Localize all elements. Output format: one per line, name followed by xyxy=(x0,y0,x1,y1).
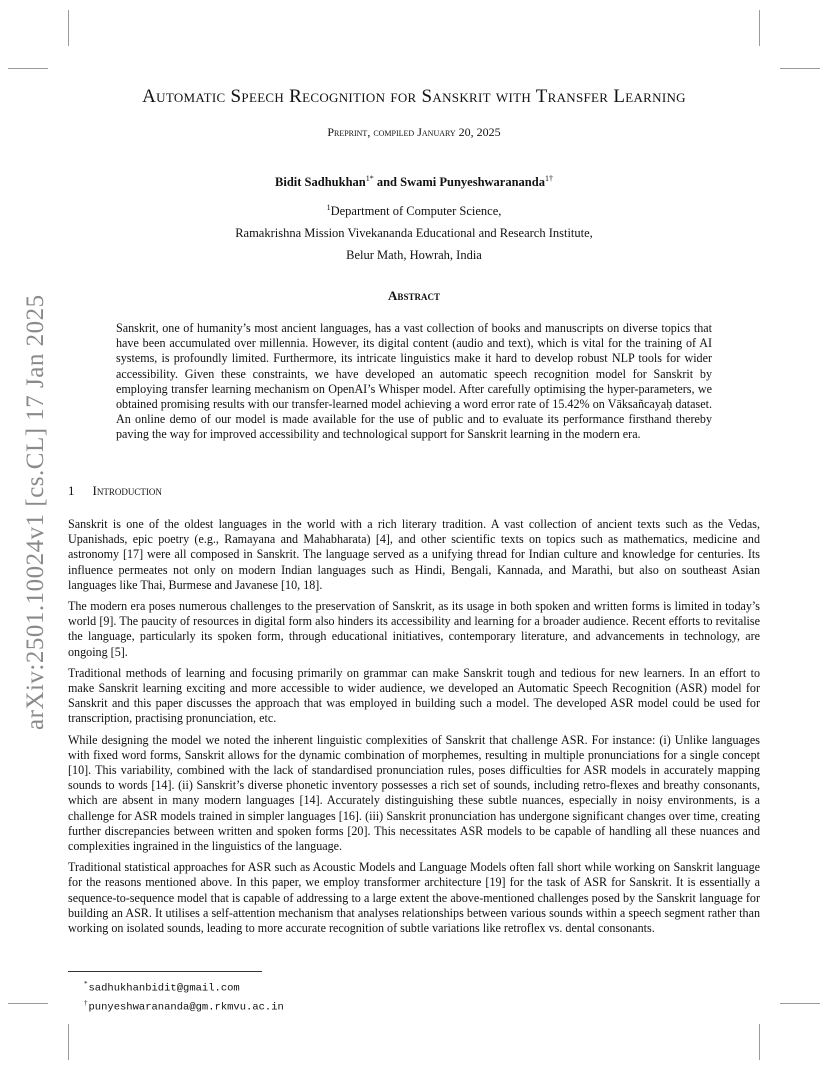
section-title: Introduction xyxy=(92,483,162,498)
footnote-rule xyxy=(68,971,262,972)
affiliation-institute: Ramakrishna Mission Vivekananda Educational and Research Institute, xyxy=(235,226,593,240)
footnote-email: sadhukhanbidit@gmail.com xyxy=(88,982,240,995)
crop-mark xyxy=(68,1024,69,1060)
footnotes xyxy=(84,977,284,1014)
section-body xyxy=(68,517,760,942)
body-paragraph: Traditional methods of learning and focusing primarily on grammar can make Sanskrit tough and tedious for new learners. In an effort to make Sanskrit learning exciting and more accessible to wider audience, we developed an Automatic Speech Recognition (ASR) model for Sanskrit and this paper discusses the approach that was employed in building such a model. The developed ASR model could be used for transcription, practising pronunciation, etc. xyxy=(68,665,760,726)
abstract-text: Sanskrit, one of humanity’s most ancient languages, has a vast collection of books and manuscripts on diverse topics that have been accumulated over millennia. However, its digital content (audio and text), which is vital for the training of AI systems, is profoundly limited. Furthermore, its intricate linguistics make it hard to develop robust NLP tools for wider accessibility. Given these constraints, we have developed an automatic speech recognition model for Sanskrit by employing transfer learning mechanism on OpenAI’s Whisper model. After carefully optimising the hyper-parameters, we obtained promising results with our transfer-learned model achieving a word error rate of 15.42% on Vāksañcayaḥ dataset. An online demo of our model is made available for the use of public and to evaluate its performance firsthand thereby paving the way for improved accessibility and technological support for Sanskrit learning in the modern era. xyxy=(116,321,712,442)
author-name: Swami Punyeshwarananda xyxy=(400,175,545,190)
body-paragraph: The modern era poses numerous challenges to the preservation of Sanskrit, as its usage in both spoken and written forms is limited in today’s world [9]. The paucity of resources in digital form also hinders its accessibility and learning for a broader audience. Recent efforts to revitalise the language, particularly its spoken form, through educational initiatives, contemporary literature, and advancements in technology, are ongoing [5]. xyxy=(68,599,760,659)
section-heading xyxy=(68,483,162,499)
crop-mark xyxy=(759,10,760,46)
author-name: Bidit Sadhukhan xyxy=(275,175,366,190)
crop-mark xyxy=(8,1003,48,1004)
crop-mark xyxy=(759,1024,760,1060)
footnote xyxy=(84,977,284,996)
footnote xyxy=(84,996,284,1015)
crop-mark xyxy=(780,1003,820,1004)
affiliation-marker: 1 xyxy=(326,203,331,212)
arxiv-identifier: arXiv:2501.10024v1 [cs.CL] 17 Jan 2025 xyxy=(22,294,49,730)
author-marks: 1* xyxy=(365,174,374,183)
footnote-mark: * xyxy=(84,980,88,988)
abstract-heading: Abstract xyxy=(388,288,440,303)
author-connector: and xyxy=(376,175,397,190)
body-paragraph: While designing the model we noted the inherent linguistic complexities of Sanskrit that challenge ASR. For instance: (i) Unlike languages with fixed word forms, Sanskrit allows for the dynamic combination of morphemes, resulting in multiple pronunciations for a single concept [10]. This variability, combined with the lack of standardised pronunciation rules, poses difficulties for ASR models in accurately mapping sounds to words [14]. (ii) Sanskrit’s diverse phonetic inventory possesses a rich set of sounds, including retro-flexes and breathy consonants, which are absent in many modern languages [14]. Accurately distinguishing these subtle nuances, especially in noisy environments, is a challenge for ASR models trained in simpler languages [16]. (iii) Sanskrit pronunciation has undergone significant changes over time, creating further discrepancies between written and spoken forms [20]. This necessitates ASR models to be capable of handling all these nuances and complexities ingrained in the linguistics of the language. xyxy=(68,732,760,854)
footnote-email: punyeshwarananda@gm.rkmvu.ac.in xyxy=(88,1001,284,1013)
crop-mark xyxy=(780,68,820,69)
section-number: 1 xyxy=(68,483,75,498)
author-marks: 1† xyxy=(544,174,553,183)
footnote-mark: † xyxy=(84,998,88,1007)
body-paragraph: Sanskrit is one of the oldest languages in the world with a rich literary tradition. A vast collection of ancient texts such as the Vedas, Upanishads, epic poetry (e.g., Ramayana and Mahabharata) [4], and other scientific texts on topics such as mathematics, medicine and astronomy [17] were all composed in Sanskrit. The language served as a unifying thread for Indian culture and knowledge for centuries. Its influence permeates not only on modern Indian languages such as Hindi, Bengali, Kannada, and Marathi, but also on southeast Asian languages like Thai, Burmese and Javanese [10, 18]. xyxy=(68,517,760,592)
body-paragraph: Traditional statistical approaches for ASR such as Acoustic Models and Language Models often fall short while working on Sanskrit language for the reasons mentioned above. In this paper, we employ transformer architecture [19] for the task of ASR for Sanskrit. It is essentially a sequence-to-sequence model that is capable of addressing to a large extent the above-mentioned challenges posed by the Sanskrit language for building an ASR. It utilises a self-attention mechanism that analyses relationships between various sounds within a speech segment rather than working on isolated sounds, leading to more accurate recognition of subtle variations like retroflex vs. dental consonants. xyxy=(68,860,760,936)
affiliation-location: Belur Math, Howrah, India xyxy=(346,248,482,262)
affiliation-department: Department of Computer Science, xyxy=(330,204,502,219)
crop-mark xyxy=(8,68,48,69)
preprint-line: Preprint, compiled January 20, 2025 xyxy=(327,125,501,139)
affiliation-line xyxy=(0,203,828,219)
crop-mark xyxy=(68,10,69,46)
author-list xyxy=(0,174,828,190)
paper-title: Automatic Speech Recognition for Sanskrit with Transfer Learning xyxy=(142,86,686,107)
